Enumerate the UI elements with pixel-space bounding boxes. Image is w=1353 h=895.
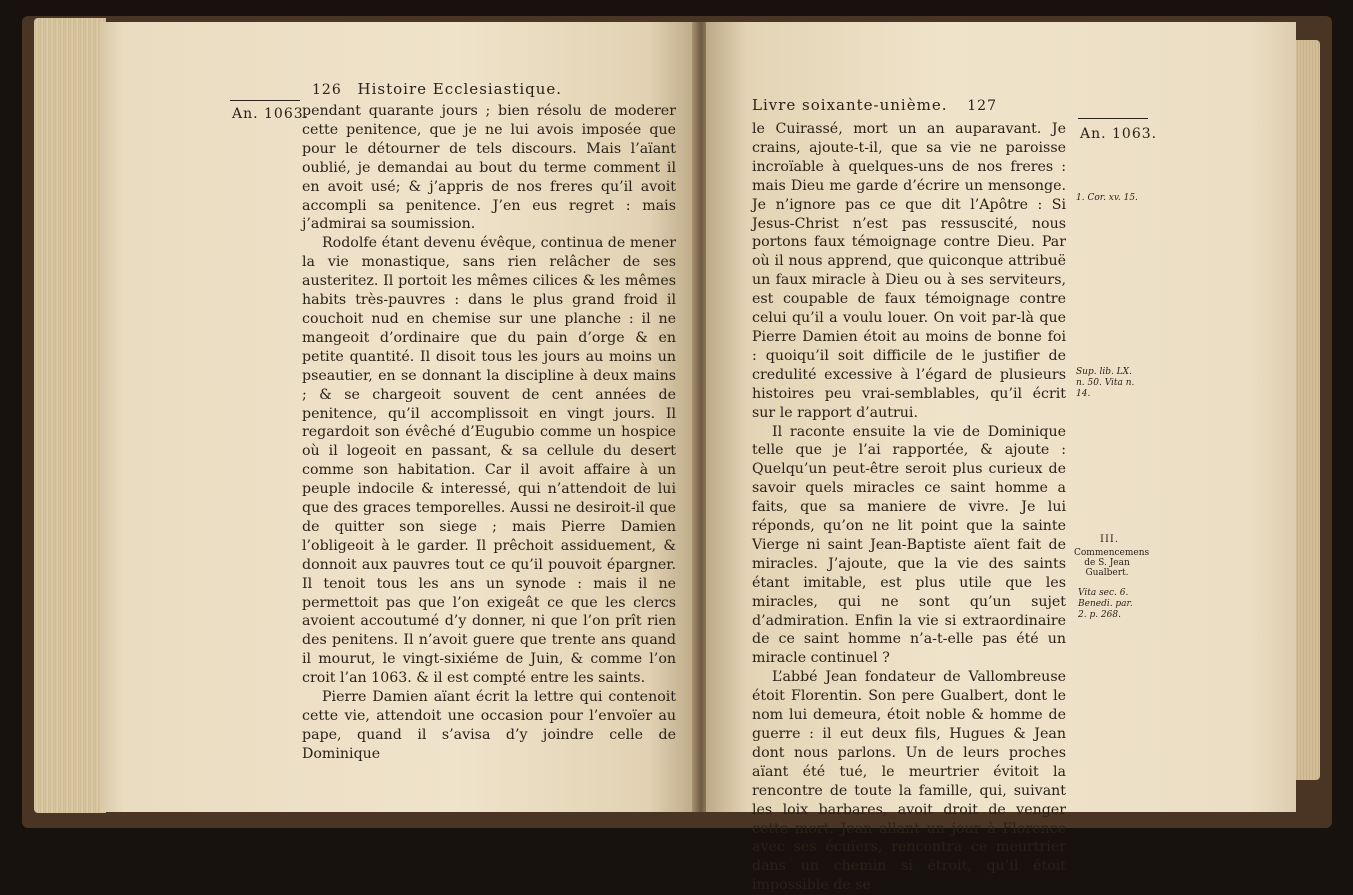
right-running-title: Livre soixante-unième. [752, 96, 948, 114]
left-running-title: Histoire Ecclesiastique. [357, 80, 563, 98]
right-paragraph-1: le Cuirassé, mort un an auparavant. Je crains, ajoute-t-il, que sa vie ne paroisse incroïable à quelques-uns de nos freres : mais Dieu me garde d’écrire un mensonge. Je n’ignore pas ce que dit l’Apôtre : Si Jesus-Christ n’est pas ressuscité, nous portons faux témoignage contre Dieu. Par où il nous apprend, que quiconque attribuë un faux miracle à Dieu ou à ses serviteurs, est coupable de faux témoignage contre celui qu’il a voulu louer. On voit par-là que Pierre Damien étoit au moins de bonne foi : quoiqu’il soit difficile de le justifier de credulité excessive à l’égard de plusieurs histoires peu vrai-semblables, qu’il écrit sur le rapport d’autrui. [752, 121, 1066, 421]
left-paragraph-3: Pierre Damien aïant écrit la lettre qui contenoit cette vie, attendoit une occasion pour l’envoïer au pape, quand il s’avisa d’y joindre celle de Dominique [302, 689, 676, 762]
left-paragraph-2: Rodolfe étant devenu évêque, continua de mener la vie monastique, sans rien relâcher de ses austeritez. Il portoit les mêmes cilices & les mêmes habits très-pauvres : dans le plus grand froid il couchoit nud en chemise sur une planche : il ne mangeoit d’ordinaire que du pain d’orge & en petite quantité. Il disoit tous les jours au moins un pseautier, en se donnant la discipline à deux mains ; & se chargeoit souvent de cent années de penitence, qu’il accomplissoit en vingt jours. Il regardoit son évêché d’Eugubio comme un hospice où il logeoit en passant, & sa cellule du desert comme son habitation. Car il avoit affaire à un peuple indocile & interessé, qui n’attendoit de lui que des graces temporelles. Aussi ne desiroit-il que de quitter son siege ; mais Pierre Damien l’obligeoit à le garder. Il prêchoit assiduement, & donnoit aux pauvres tout ce qu’il pouvoit épargner. Il tenoit tous les ans un synode : mais il ne permettoit pas que l’on exigeât ce que les clercs avoient accoutumé d’y donner, ni que l’on prît rien des penitens. Il n’avoit guere que trente ans quand il mourut, le vingt-sixiéme de Juin, & comme l’on croit l’an 1063. & il est compté entre les saints. [302, 235, 676, 687]
right-page [706, 22, 1296, 894]
right-running-head [752, 96, 997, 114]
left-paragraph-1: pendant quarante jours ; bien résolu de moderer cette penitence, que je ne lui avois imposée que pour le détourner de tels discours. Mais l’aïant oublié, je demandai au bout du terme comment il en avoit usé; & j’appris de nos freres qu’il avoit accompli sa penitence. J’en eus regret : mais j’admirai sa soumission. [302, 103, 676, 233]
margin-note-3: Vita sec. 6. Benedi. par. 2. p. 268. [1078, 588, 1133, 620]
left-margin-year: An. 1063. [232, 106, 310, 122]
right-body-text [752, 120, 1066, 895]
section-title: Commencemens de S. Jean Gualbert. [1074, 548, 1150, 578]
right-margin-rule [1078, 118, 1148, 119]
left-page [100, 22, 696, 812]
left-running-head [312, 80, 562, 98]
right-paragraph-2: Il raconte ensuite la vie de Dominique telle que je l’ai rapportée, & ajoute : Quelqu’un peut-être seroit plus curieux de savoir quels miracles ce saint homme a faits, que sa maniere de vivre. Je lui réponds, qu’on ne lit point que la sainte Vierge ni saint Jean-Baptiste aïent fait de miracles. J’ajoute, que la vie des saints étant imitable, est plus utile que les miracles, qui ne sont qu’un sujet d’admiration. Enfin la vie si extraordinaire de ce saint homme n’a-t-elle pas été un miracle continuel ? [752, 423, 1066, 667]
right-page-number: 127 [967, 98, 997, 114]
left-body-text [302, 102, 676, 764]
right-paragraph-3: L’abbé Jean fondateur de Vallombreuse étoit Florentin. Son pere Gualbert, dont le nom lui demeura, étoit noble & homme de guerre : il eut deux fils, Hugues & Jean dont nous parlons. Un de leurs proches aïant été tué, le meurtrier évitoit la rencontre de toute la famille, qui, suivant les loix barbares, avoit droit de venger cette mort. Jean allant un jour à Florence avec ses écuïers, rencontra ce meurtrier dans un chemin si étroit, qu’il étoit impossible de se [752, 669, 1066, 894]
section-number: III. [1100, 534, 1120, 545]
left-page-number: 126 [312, 82, 342, 98]
margin-note-2: Sup. lib. LX. n. 50. Vita n. 14. [1076, 367, 1135, 399]
left-margin-rule [230, 100, 300, 101]
margin-note-1: 1. Cor. xv. 15. [1076, 193, 1138, 203]
left-page-edges [34, 18, 106, 813]
right-margin-year: An. 1063. [1080, 126, 1158, 142]
